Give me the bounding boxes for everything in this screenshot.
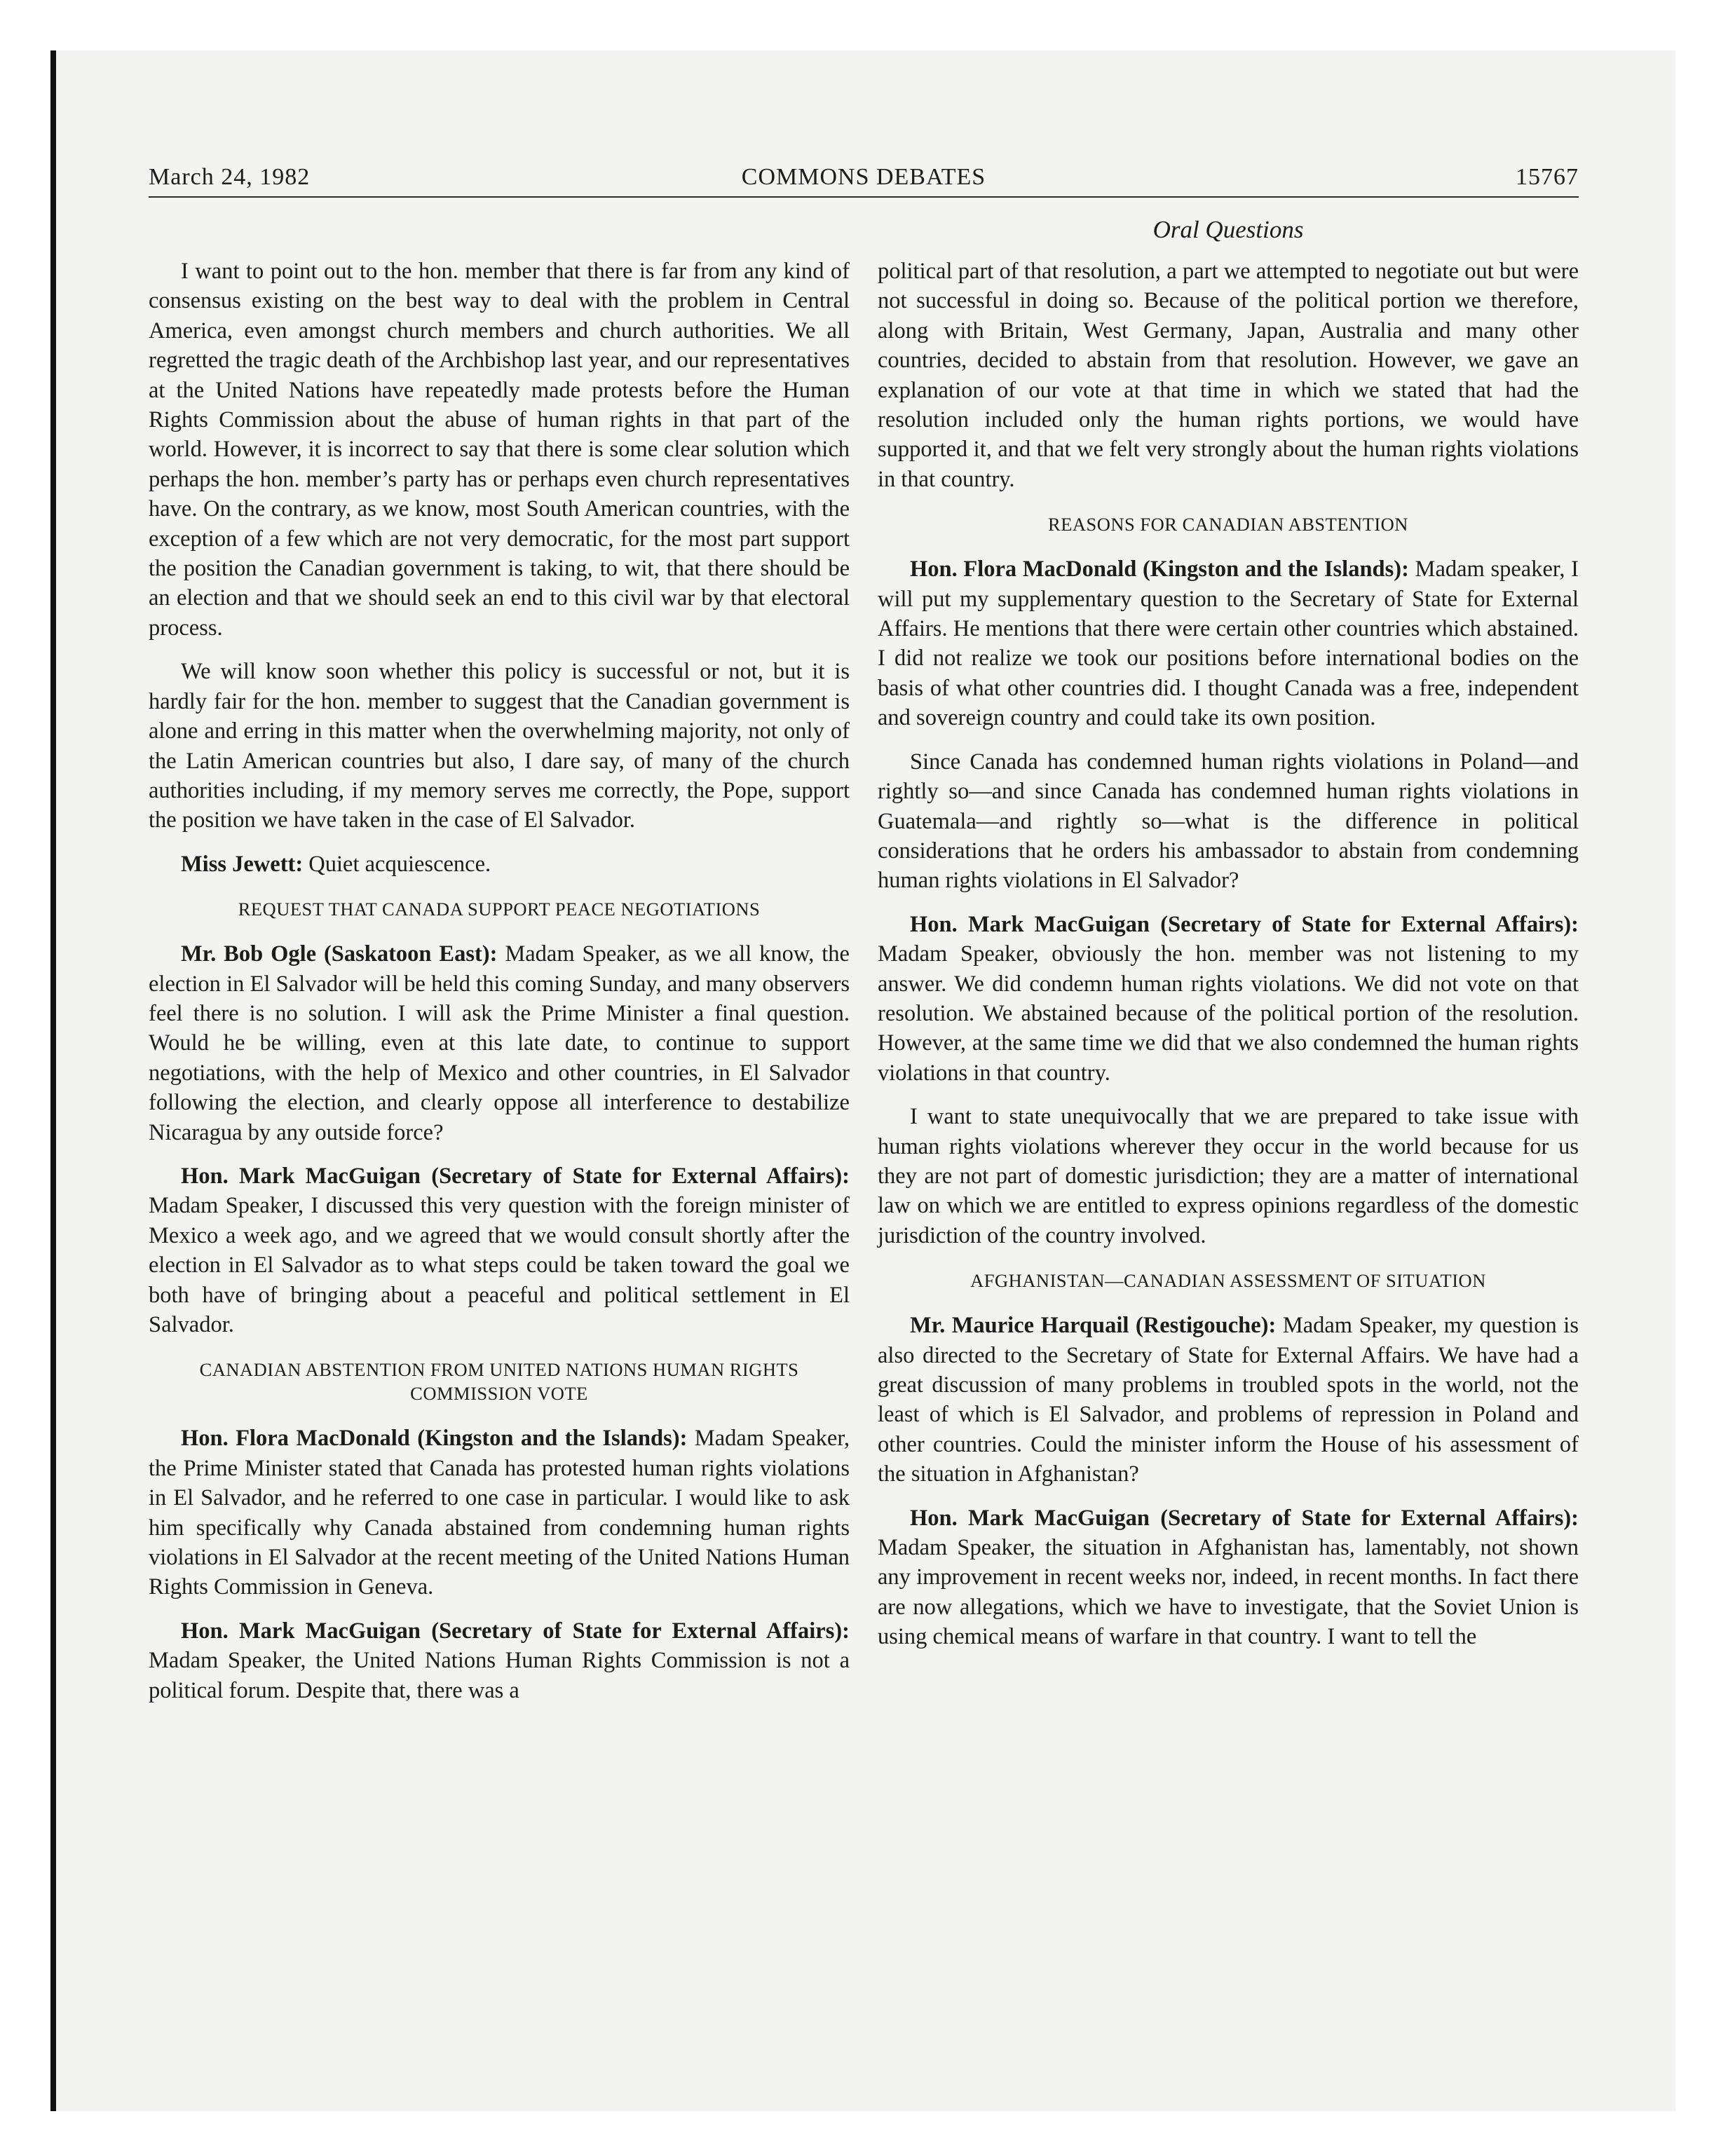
paragraph	[149, 1161, 850, 1339]
paragraph	[878, 910, 1579, 1088]
running-head	[149, 160, 1579, 198]
subject-heading: REQUEST THAT CANADA SUPPORT PEACE NEGOTIATIONS	[238, 899, 761, 920]
speaker-name: Hon. Flora MacDonald (Kingston and the Islands):	[910, 557, 1409, 582]
speaker-name: Hon. Mark MacGuigan (Secretary of State for External Affairs):	[910, 1505, 1579, 1531]
speaker-name: Hon. Mark MacGuigan (Secretary of State for External Affairs):	[181, 1618, 850, 1644]
speech-text: Madam Speaker, as we all know, the election in El Salvador will be held this coming Sunday, and many observers feel there is no solution. I will ask the Prime Minister a final question. Would he be willing, even at this late date, to continue to support negotiations, with the help of Mexico and other countries, in El Salvador following the election, and clearly oppose all interference to destabilize Nicaragua by any outside force?	[149, 941, 850, 1145]
paragraph	[149, 1616, 850, 1705]
speech-text: Madam Speaker, my question is also directed to the Secretary of State for External Affairs. We have had a great discussion of many problems in troubled spots in the world, not the least of which is El Salvador, and problems of repression in Poland and other countries. Could the minister inform the House of his assessment of the situation in Afghanistan?	[878, 1313, 1579, 1487]
paragraph	[878, 554, 1579, 732]
section-title: Oral Questions	[1152, 216, 1304, 243]
paragraph	[149, 1424, 850, 1602]
speech-text: Madam speaker, I will put my supplementary question to the Secretary of State for External Affairs. He mentions that there were certain other countries which abstained. I did not realize we took our positions before international bodies on the basis of what other countries did. I thought Canada was a free, independent and sovereign country and could take its own position.	[878, 557, 1579, 731]
paragraph: We will know soon whether this policy is successful or not, but it is hardly fair for the hon. member to suggest that the Canadian government is alone and erring in this matter when the overwhelming majority, not only of the Latin American countries but also, I dare say, of many of the church authorities including, if my memory serves me correctly, the Pope, support the position we have taken in the case of El Salvador.	[149, 659, 850, 833]
subject-heading: REASONS FOR CANADIAN ABSTENTION	[1048, 514, 1408, 535]
speaker-name: Hon. Mark MacGuigan (Secretary of State for External Affairs):	[910, 911, 1579, 937]
left-column	[149, 257, 850, 1719]
paragraph	[149, 939, 850, 1147]
scan-edge	[50, 50, 56, 2111]
speech-text: Madam Speaker, obviously the hon. member was not listening to my answer. We did condemn human rights violations. We did not vote on that resolution. We abstained because of the political portion of the resolution. However, at the same time we did that we also condemned the human rights violations in that country.	[878, 941, 1579, 1086]
speaker-name: Mr. Maurice Harquail (Restigouche):	[910, 1313, 1277, 1339]
speech-text: Quiet acquiescence.	[303, 851, 491, 877]
paragraph: Since Canada has condemned human rights violations in Poland—and rightly so—and since Canada has condemned human rights violations in Guatemala—and rightly so—what is the difference in political considerations that he orders his ambassador to abstain from condemning human rights violations in El Salvador?	[878, 749, 1579, 894]
speech-text: Madam Speaker, I discussed this very question with the foreign minister of Mexico a week ago, and we agreed that we would consult shortly after the election in El Salvador as to what steps could be taken toward the goal we both have of bringing about a peaceful and political settlement in El Salvador.	[149, 1193, 850, 1337]
right-column	[878, 257, 1579, 1666]
paragraph: I want to state unequivocally that we are prepared to take issue with human rights violations wherever they occur in the world because for us they are not part of domestic jurisdiction; they are a matter of international law on which we are entitled to express opinions regardless of the domestic jurisdiction of the country involved.	[878, 1104, 1579, 1248]
speaker-name: Hon. Flora MacDonald (Kingston and the Islands):	[181, 1426, 688, 1452]
speaker-name: Hon. Mark MacGuigan (Secretary of State for External Affairs):	[181, 1163, 850, 1189]
paragraph: political part of that resolution, a part we attempted to negotiate out but were not successful in doing so. Because of the political portion we therefore, along with Britain, West Germany, Japan, Australia and many other countries, decided to abstain from that resolution. However, we gave an explanation of our vote at that time in which we stated that had the resolution included only the human rights portions, we would have supported it, and that we felt very strongly about the human rights violations in that country.	[878, 259, 1579, 492]
subject-heading: CANADIAN ABSTENTION FROM UNITED NATIONS HUMAN RIGHTS COMMISSION VOTE	[199, 1359, 799, 1405]
paragraph	[149, 850, 850, 879]
header-title: COMMONS DEBATES	[741, 164, 986, 190]
speaker-name: Mr. Bob Ogle (Saskatoon East):	[181, 941, 498, 967]
header-date: March 24, 1982	[149, 164, 311, 190]
paragraph: I want to point out to the hon. member that there is far from any kind of consensus existing on the best way to deal with the problem in Central America, even amongst church members and church authorities. We all regretted the tragic death of the Archbishop last year, and our representatives at the United Nations have repeatedly made protests before the Human Rights Commission about the abuse of human rights in that part of the world. However, it is incorrect to say that there is some clear solution which perhaps the hon. member’s party has or perhaps even church representatives have. On the contrary, as we know, most South American countries, with the exception of a few which are not very democratic, for the most part support the position the Canadian government is taking, to wit, that there should be an election and that we should seek an end to this civil war by that electoral process.	[149, 259, 850, 641]
page-number: 15767	[1516, 164, 1579, 190]
speech-text: Madam Speaker, the United Nations Human Rights Commission is not a political forum. Despite that, there was a	[149, 1648, 850, 1703]
speaker-name: Miss Jewett:	[181, 851, 304, 877]
speech-text: Madam Speaker, the situation in Afghanistan has, lamentably, not shown any improvement in recent weeks nor, indeed, in recent months. In fact there are now allegations, which we have to investigate, that the Soviet Union is using chemical means of warfare in that country. I want to tell the	[878, 1535, 1579, 1650]
speech-text: Madam Speaker, the Prime Minister stated that Canada has protested human rights violations in El Salvador, and he referred to one case in particular. I would like to ask him specifically why Canada abstained from condemning human rights violations in El Salvador at the recent meeting of the United Nations Human Rights Commission in Geneva.	[149, 1426, 850, 1600]
paragraph	[878, 1311, 1579, 1489]
subject-heading: AFGHANISTAN—CANADIAN ASSESSMENT OF SITUATION	[970, 1270, 1486, 1292]
paragraph	[878, 1503, 1579, 1652]
